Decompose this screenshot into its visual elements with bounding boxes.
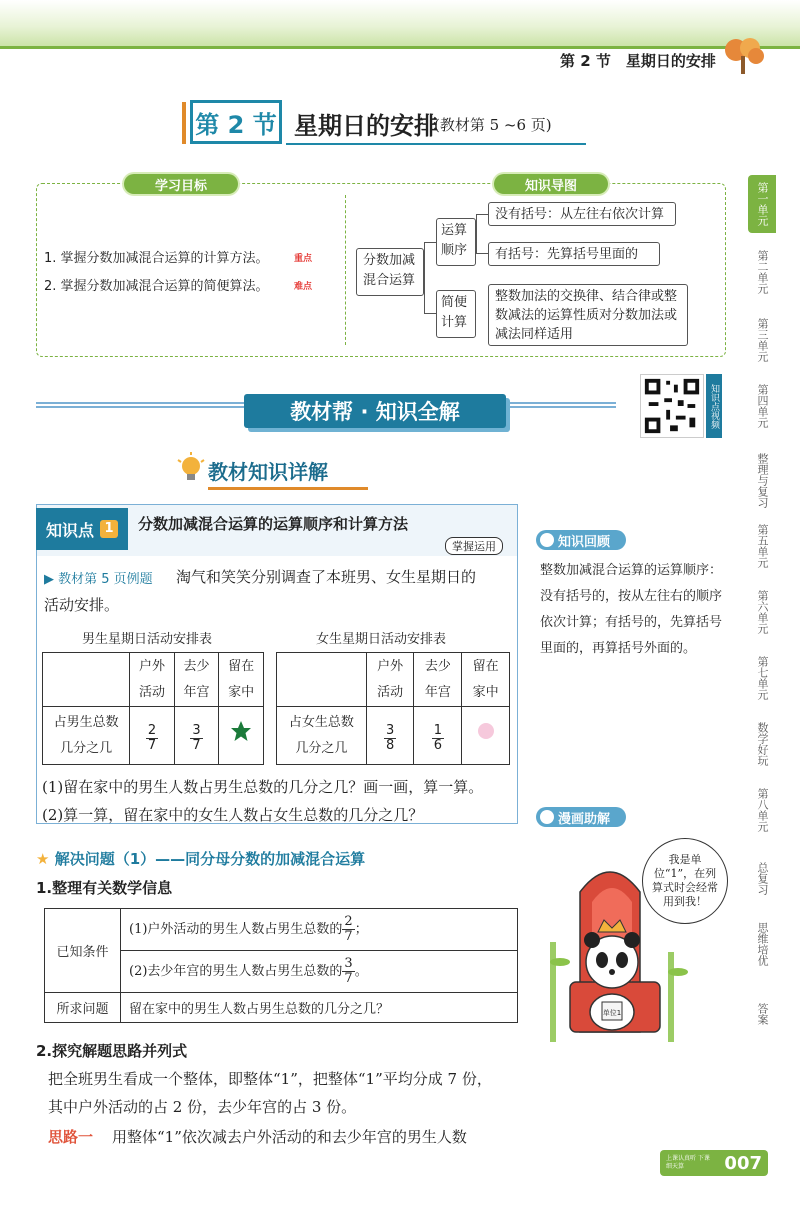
page-number: 007 [724,1152,762,1174]
table-row [277,653,510,707]
fraction-denominator: 7 [192,738,201,753]
fraction-denominator: 7 [344,929,353,944]
fraction-numerator: 3 [344,956,353,971]
header-band [0,0,800,48]
table-header [366,653,414,707]
key-badge: 重点 [294,254,313,264]
side-tab[interactable]: 思维培优 [756,922,769,966]
footer-slogan: 上课认真听 下课细天算 [666,1155,710,1170]
map-root-node: 分数加减混合运算 [356,248,424,296]
side-tab[interactable]: 第六单元 [756,590,769,634]
map-connector [424,242,436,314]
table-row [45,993,518,1023]
header-outdoor: 户外活动 [377,658,404,700]
table-row [43,707,264,765]
side-tab[interactable]: 第五单元 [756,524,769,568]
title-page-range: (教材第 5 ~6 页) [434,116,552,134]
map-label: 知识导图 [494,174,608,194]
ask-text: 留在家中的男生人数占男生总数的几分之几？ [121,993,518,1023]
fraction-cell [174,707,219,765]
body-text: 其中户外活动的占 2 份，去少年宫的占 3 份。 [48,1098,357,1116]
fraction-numerator: 3 [385,723,395,738]
side-tab[interactable]: 第三单元 [756,318,769,362]
solve-heading [36,848,365,869]
knowledge-point-tag [36,508,128,550]
side-tab[interactable]: 第一单元 [748,175,776,233]
table-row [45,909,518,951]
flower-icon [476,721,496,741]
fraction-cell [366,707,414,765]
row-label [277,707,367,765]
side-tab[interactable]: 整理与复习 [756,452,769,508]
fraction-denominator: 7 [147,738,157,753]
approach-label: 思路一 [48,1128,94,1146]
fraction-numerator: 2 [147,723,157,738]
kp-tag-label: 知识点 [46,520,95,540]
map-easy-node: 简便计算 [436,290,476,338]
row-label-text: 占女生总数几分之几 [288,714,354,756]
table-header [219,653,264,707]
table-header [130,653,175,707]
page-footer [660,1150,768,1176]
goal-item: 1. 掌握分数加减混合运算的计算方法。 [44,251,269,266]
question-1: (1)留在家中的男生人数占男生总数的几分之几？画一画，算一算。 [42,778,484,796]
header-palace: 去少年宫 [424,658,451,700]
fraction-numerator: 1 [433,723,442,738]
review-text: 整数加减混合运算的运算顺序：没有括号的，按从左往右的顺序依次计算；有括号的，先算括号里面的，再算括号外面的。 [540,563,723,656]
fraction-numerator: 3 [192,723,201,738]
table-cell-empty [43,653,130,707]
star-icon [230,720,252,742]
flower-cell [462,707,510,765]
goal-item: 2. 掌握分数加减混合运算的简便算法。 [44,279,269,294]
known-punct: 。 [354,964,368,979]
known-text: (2)去少年宫的男生人数占男生总数的 [129,964,343,979]
table-cell-empty [277,653,367,707]
review-icon [540,533,554,547]
kp-level-badge: 掌握运用 [445,537,503,555]
qr-code-icon[interactable] [640,374,704,438]
side-tab[interactable]: 第八单元 [756,788,769,832]
example-text: 活动安排。 [44,596,120,614]
known-punct: ； [354,922,368,937]
map-order-node: 运算顺序 [436,218,476,266]
step-2-heading: 2.探究解题思路并列式 [36,1042,188,1060]
knowledge-banner: 教材帮 · 知识全解 [244,394,506,428]
speech-bubble: 我是单位“1”，在列算式时会经常用到我！ [642,838,728,924]
section-title-block [182,98,582,146]
page-title: 星期日的安排 [294,112,438,140]
solve-heading-text: 解决问题（1）——同分母分数的加减混合运算 [54,850,366,868]
comic-label-text: 漫画助解 [558,811,611,827]
review-label-text: 知识回顾 [558,534,611,550]
map-leaf-bracket: 有括号：先算括号里面的 [488,242,660,266]
header-palace: 去少年宫 [183,658,210,700]
tree-icon [718,36,768,76]
side-tab[interactable]: 第七单元 [756,656,769,700]
review-label [536,530,626,550]
comic-label [536,807,626,827]
kp-title: 分数加减混合运算的运算顺序和计算方法 [138,515,409,533]
boys-activity-table [42,652,264,765]
panda-sign: 单位1 [602,1009,622,1017]
side-tab[interactable]: 第四单元 [756,384,769,428]
header-home: 留在家中 [472,658,499,700]
section-heading: 教材知识详解 [208,456,368,490]
known-condition [121,951,518,993]
example-ref: ▶ 教材第 5 页例题 [44,572,153,587]
header-section-label: 第 2 节 星期日的安排 [560,52,716,70]
title-accent-bar [182,102,186,144]
known-text: (1)户外活动的男生人数占男生总数的 [129,922,343,937]
fraction-denominator: 8 [385,738,395,753]
fraction-denominator: 7 [344,971,353,986]
example-text: 淘气和笑笑分别调查了本班男、女生星期日的 [176,568,477,586]
header-home: 留在家中 [228,658,255,700]
body-text: 用整体“1”依次减去户外活动的和去少年宫的男生人数 [112,1128,467,1146]
question-2: (2)算一算，留在家中的女生人数占女生总数的几分之几？ [42,806,424,824]
girls-table-caption: 女生星期日活动安排表 [316,632,447,647]
fraction-numerator: 2 [344,914,353,929]
side-tab[interactable]: 第二单元 [756,250,769,294]
title-number: 第 2 节 [190,100,282,144]
boys-table-caption: 男生星期日活动安排表 [82,632,213,647]
row-label-text: 占男生总数几分之几 [53,714,119,756]
table-row [43,653,264,707]
title-underline [286,143,586,145]
map-leaf-no-bracket: 没有括号：从左往右依次计算 [488,202,676,226]
goals-label: 学习目标 [124,174,238,194]
known-condition [121,909,518,951]
fraction-cell [414,707,462,765]
qr-tag: 知识点视频 [706,374,722,438]
map-connector [476,214,488,254]
side-tab[interactable]: 数学好玩 [756,722,769,766]
side-tab[interactable]: 总复习 [756,861,769,895]
difficulty-badge: 难点 [294,282,313,292]
star-icon: ★ [36,850,50,868]
row-label [43,707,130,765]
girls-activity-table [276,652,510,765]
table-header [462,653,510,707]
table-header [414,653,462,707]
side-tab[interactable]: 答案 [756,1003,769,1025]
table-row [277,707,510,765]
goals-divider [345,195,346,345]
ask-label: 所求问题 [45,993,121,1023]
comic-icon [540,810,554,824]
fraction-cell [130,707,175,765]
map-leaf-easy: 整数加法的交换律、结合律或整数减法的运算性质对分数加法或减法同样适用 [488,284,688,346]
lightbulb-icon [176,452,206,486]
known-label: 已知条件 [45,909,121,993]
header-rule [0,46,800,49]
step-1-heading: 1.整理有关数学信息 [36,879,173,897]
body-text: 把全班男生看成一个整体，即整体“1”，把整体“1”平均分成 7 份， [48,1070,492,1088]
info-table [44,908,518,1023]
fraction-denominator: 6 [433,738,442,753]
star-cell [219,707,264,765]
kp-number: 1 [100,520,118,538]
table-header [174,653,219,707]
header-outdoor: 户外活动 [138,658,165,700]
